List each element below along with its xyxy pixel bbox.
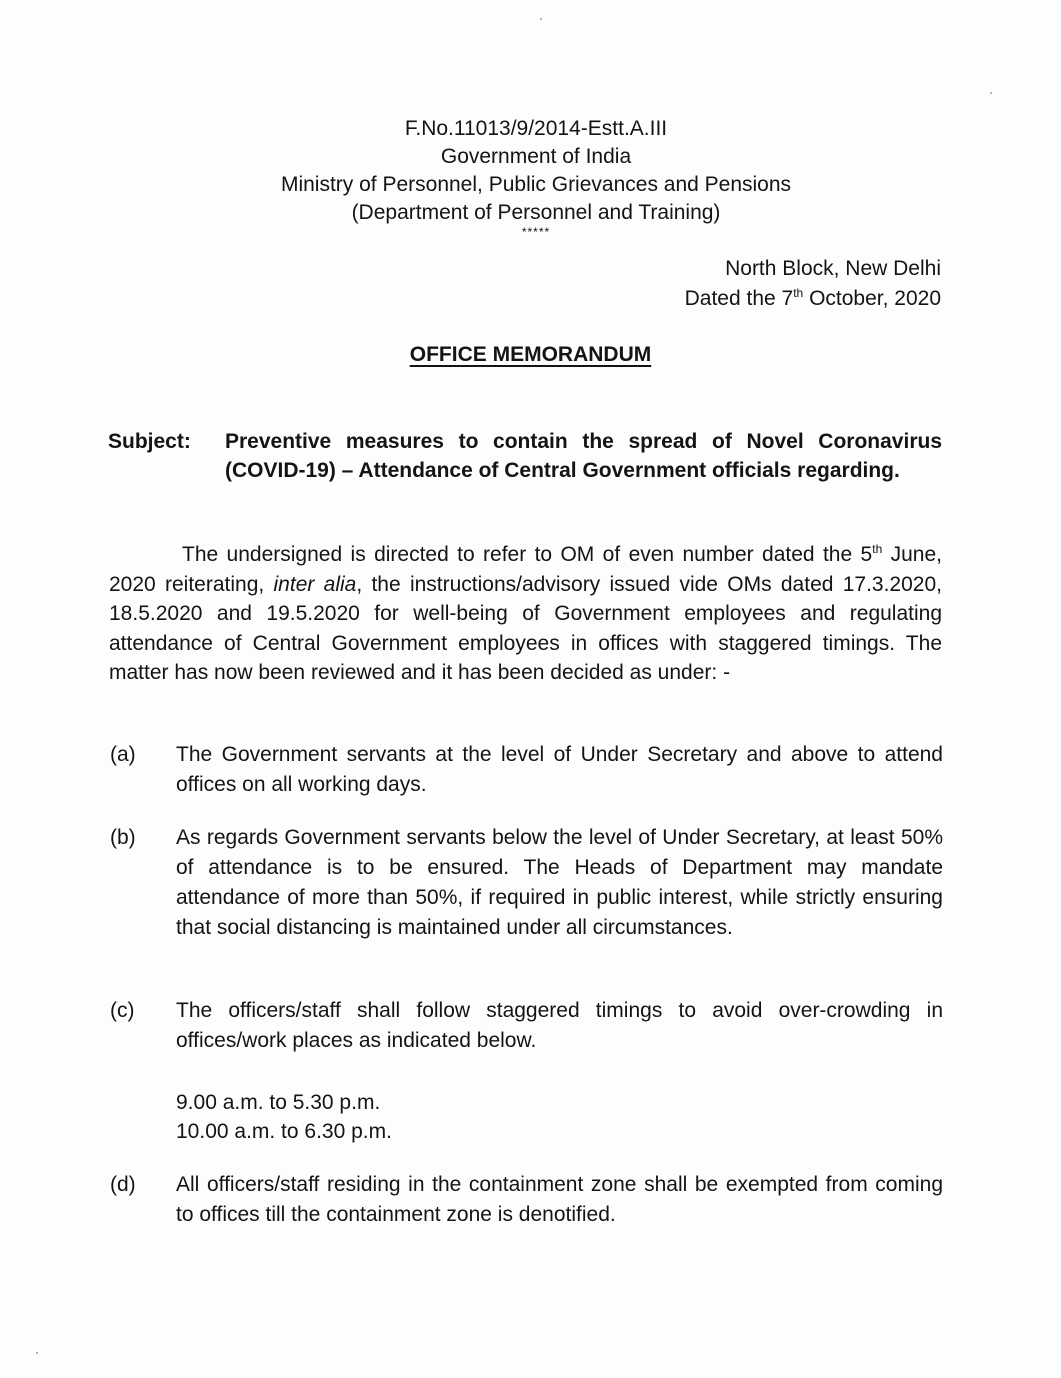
list-item-text: The officers/staff shall follow staggered timings to avoid over-crowding in offices/work places as indicated below. [176, 999, 943, 1052]
file-number: F.No.11013/9/2014-Estt.A.III [404, 117, 668, 140]
intro-part-1: The undersigned is directed to refer to OM of even number dated the 5 [182, 543, 873, 566]
document-header [200, 115, 872, 237]
list-item [110, 996, 943, 1056]
intro-paragraph [109, 540, 942, 688]
scan-speck [990, 92, 992, 94]
intro-part-3: , the instructions/advisory issued vide OMs dated 17.3.2020, 18.5.2020 and 19.5.2020 for well-being of Government employees and regulating attendance of Central Government employees in offices with staggered timings. The matter has now been reviewed and it has been decided as under: - [109, 572, 942, 684]
list-item-label: (b) [110, 826, 136, 849]
list-item-text: The Government servants at the level of Under Secretary and above to attend offices on all working days. [176, 743, 943, 796]
header-separator: ***** [521, 225, 551, 239]
list-item [110, 823, 943, 943]
memo-title-text: OFFICE MEMORANDUM [409, 343, 652, 366]
government-name: Government of India [440, 145, 632, 168]
memo-title [0, 343, 1061, 367]
department-name: (Department of Personnel and Training) [351, 201, 721, 224]
list-item [110, 740, 943, 800]
subject-block [108, 427, 942, 485]
place-and-date [685, 254, 941, 314]
date-line [685, 284, 941, 314]
timing-slot: 10.00 a.m. to 6.30 p.m. [176, 1120, 392, 1143]
date-prefix: Dated the 7 [684, 287, 794, 310]
date-superscript: th [793, 286, 804, 300]
subject-text: Preventive measures to contain the spread of Novel Coronavirus (COVID-19) – Attendance of Central Government officials regarding. [225, 430, 942, 482]
location: North Block, New Delhi [725, 257, 941, 280]
list-item-text: As regards Government servants below the level of Under Secretary, at least 50% of attendance is to be ensured. The Heads of Department may mandate attendance of more than 50%, if required in public interest, while strictly ensuring that social distancing is maintained under all circumstances. [176, 826, 943, 939]
list-item-text: All officers/staff residing in the containment zone shall be exempted from coming to offices till the containment zone is denotified. [176, 1173, 943, 1226]
list-item-label: (d) [110, 1173, 136, 1196]
scan-speck [36, 1352, 38, 1354]
intro-italic: inter alia [273, 572, 357, 596]
subject-label: Subject: [108, 430, 191, 453]
list-item-label: (c) [110, 999, 135, 1022]
intro-superscript: th [872, 542, 883, 556]
scan-speck [540, 18, 542, 20]
ministry-name: Ministry of Personnel, Public Grievances and Pensions [280, 173, 792, 196]
intro-part-2: June, 2020 reiterating, [109, 543, 942, 596]
timing-slot: 9.00 a.m. to 5.30 p.m. [176, 1091, 381, 1114]
timings-list [176, 1088, 392, 1146]
list-item [110, 1170, 943, 1230]
date-suffix: October, 2020 [803, 287, 941, 310]
list-item-label: (a) [110, 743, 136, 766]
